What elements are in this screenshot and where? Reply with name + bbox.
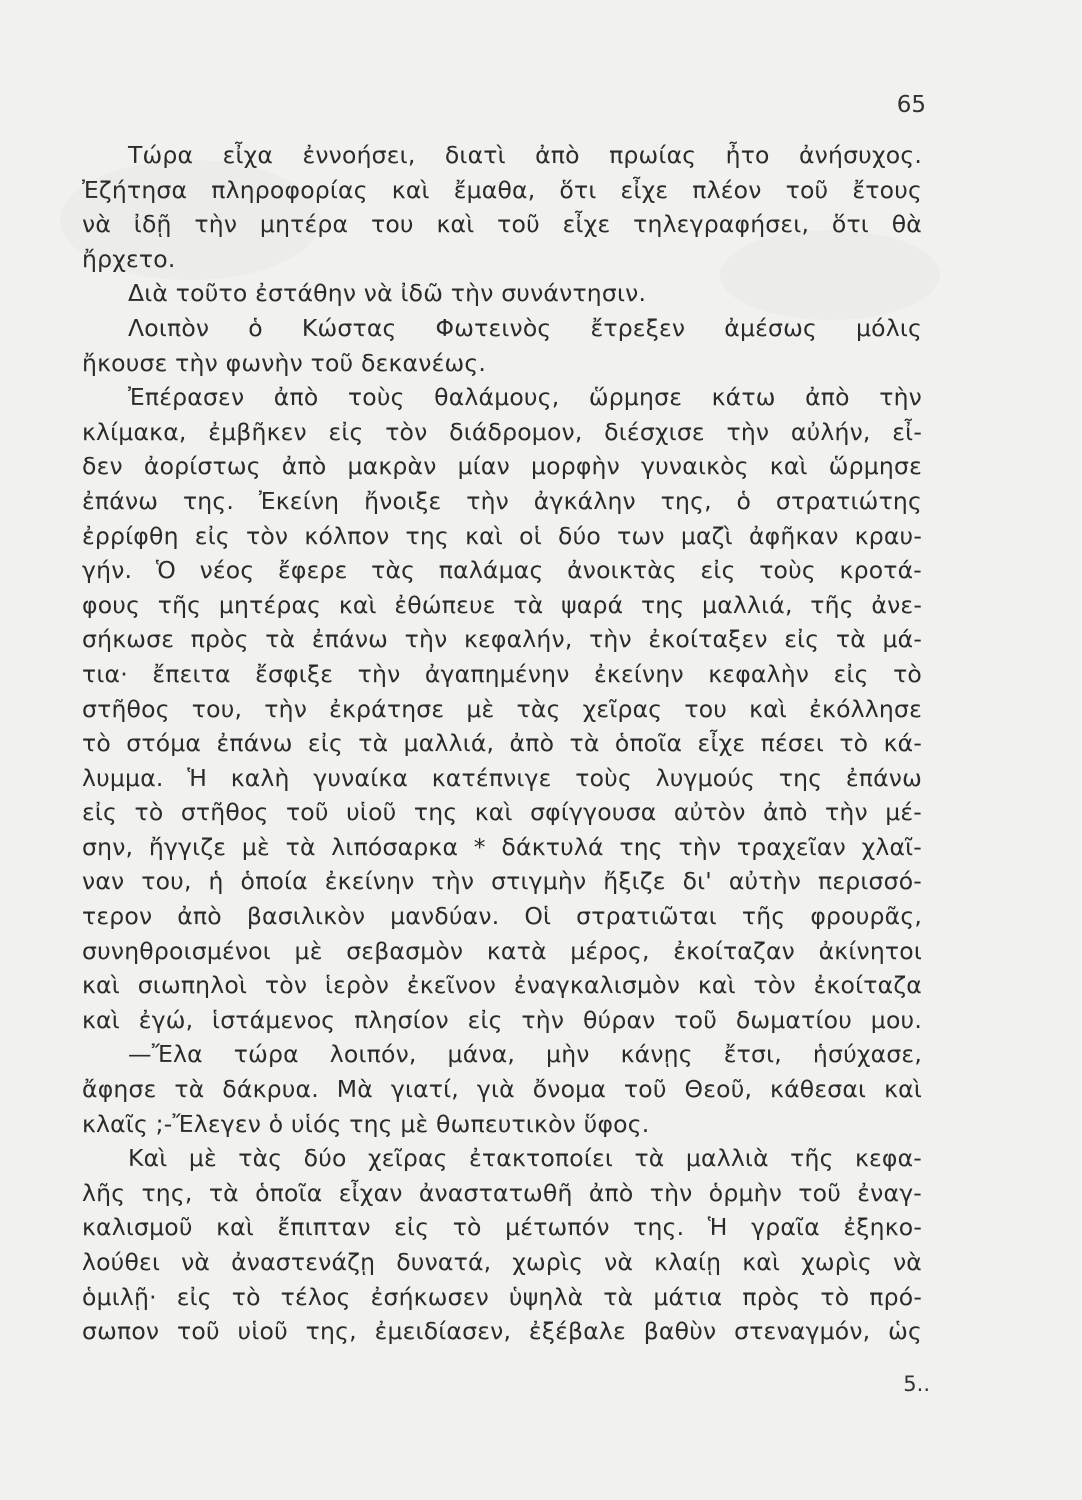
page-number: 65 <box>896 92 926 118</box>
text-line: ἐρρίφθη εἰς τὸν κόλπον της καὶ οἱ δύο των μαζὶ ἀφῆκαν κραυ- <box>82 521 922 550</box>
signature-mark: 5.. <box>903 1372 930 1396</box>
text-line: λῆς της, τὰ ὁποῖα εἶχαν ἀναστατωθῆ ἀπὸ τὴν ὁρμὴν τοῦ ἐναγ- <box>82 1178 922 1207</box>
text-line: Ἐπέρασεν ἀπὸ τοὺς θαλάμους, ὥρμησε κάτω ἀπὸ τὴν <box>128 383 922 412</box>
text-line: Καὶ μὲ τὰς δύο χεῖρας ἐτακτοποίει τὰ μαλλιὰ τῆς κεφα- <box>128 1144 922 1173</box>
text-line: φους τῆς μητέρας καὶ ἐθώπευε τὰ ψαρά της μαλλιά, τῆς ἀνε- <box>82 590 922 619</box>
text-line: ἄφησε τὰ δάκρυα. Μὰ γιατί, γιὰ ὄνομα τοῦ Θεοῦ, κάθεσαι καὶ <box>82 1075 922 1104</box>
body-text <box>82 138 922 1349</box>
text-line: ἐπάνω της. Ἐκείνη ἤνοιξε τὴν ἀγκάλην της, ὁ στρατιώτης <box>82 486 922 515</box>
text-line: τια· ἔπειτα ἔσφιξε τὴν ἀγαπημένην ἐκείνην κεφαλὴν εἰς τὸ <box>82 659 922 688</box>
text-line: σήκωσε πρὸς τὰ ἐπάνω τὴν κεφαλήν, τὴν ἐκοίταξεν εἰς τὰ μά- <box>82 625 922 654</box>
text-line: λυμμα. Ἡ καλὴ γυναίκα κατέπνιγε τοὺς λυγμούς της ἐπάνω <box>82 763 922 792</box>
text-line: νὰ ἰδῇ τὴν μητέρα του καὶ τοῦ εἶχε τηλεγραφήσει, ὅτι θὰ <box>82 210 922 239</box>
text-line: κλίμακα, ἐμβῆκεν εἰς τὸν διάδρομον, διέσχισε τὴν αὐλήν, εἶ- <box>82 417 922 446</box>
text-line: Διὰ τοῦτο ἐστάθην νὰ ἰδῶ τὴν συνάντησιν. <box>128 279 647 308</box>
text-line: σωπον τοῦ υἱοῦ της, ἐμειδίασεν, ἐξέβαλε βαθὺν στεναγμόν, ὡς <box>82 1317 922 1346</box>
text-line: Ἐζήτησα πληροφορίας καὶ ἔμαθα, ὅτι εἶχε πλέον τοῦ ἔτους <box>82 175 922 204</box>
text-line: δεν ἀορίστως ἀπὸ μακρὰν μίαν μορφὴν γυναικὸς καὶ ὥρμησε <box>82 452 922 481</box>
text-line: συνηθροισμένοι μὲ σεβασμὸν κατὰ μέρος, ἐκοίταζαν ἀκίνητοι <box>82 936 922 965</box>
text-line: Λοιπὸν ὁ Κώστας Φωτεινὸς ἔτρεξεν ἀμέσως μόλις <box>128 313 922 342</box>
text-line: κλαῖς ;-Ἔλεγεν ὁ υἱός της μὲ θωπευτικὸν ὕφος. <box>82 1109 650 1138</box>
text-line: —Ἔλα τώρα λοιπόν, μάνα, μὴν κάνῃς ἔτσι, ἡσύχασε, <box>128 1040 922 1069</box>
text-line: καλισμοῦ καὶ ἔπιπταν εἰς τὸ μέτωπόν της. Ἡ γραῖα ἐξηκο- <box>82 1213 922 1242</box>
text-line: καὶ ἐγώ, ἱστάμενος πλησίον εἰς τὴν θύραν τοῦ δωματίου μου. <box>82 1005 922 1034</box>
text-line: ἤρχετο. <box>82 244 176 273</box>
text-line: τερον ἀπὸ βασιλικὸν μανδύαν. Οἱ στρατιῶται τῆς φρουρᾶς, <box>82 902 922 931</box>
text-line: στῆθος του, τὴν ἐκράτησε μὲ τὰς χεῖρας του καὶ ἐκόλλησε <box>82 694 922 723</box>
text-line: σην, ἤγγιζε μὲ τὰ λιπόσαρκα * δάκτυλά της τὴν τραχεῖαν χλαῖ- <box>82 832 922 861</box>
text-line: γήν. Ὁ νέος ἔφερε τὰς παλάμας ἀνοικτὰς εἰς τοὺς κροτά- <box>82 556 922 585</box>
text-line: καὶ σιωπηλοὶ τὸν ἱερὸν ἐκεῖνον ἐναγκαλισμὸν καὶ τὸν ἐκοίταζα <box>82 971 922 1000</box>
text-line: Τώρα εἶχα ἐννοήσει, διατὶ ἀπὸ πρωίας ἦτο ἀνήσυχος. <box>128 141 922 169</box>
text-line: ὁμιλῇ· εἰς τὸ τέλος ἐσήκωσεν ὑψηλὰ τὰ μάτια πρὸς τὸ πρό- <box>82 1282 922 1311</box>
text-line: ἤκουσε τὴν φωνὴν τοῦ δεκανέως. <box>82 348 487 377</box>
text-line: λούθει νὰ ἀναστενάζῃ δυνατά, χωρὶς νὰ κλαίῃ καὶ χωρὶς νὰ <box>82 1248 922 1276</box>
text-line: εἰς τὸ στῆθος τοῦ υἱοῦ της καὶ σφίγγουσα αὐτὸν ἀπὸ τὴν μέ- <box>82 798 922 827</box>
text-line: ναν του, ἡ ὁποία ἐκείνην τὴν στιγμὴν ἤξιζε δι' αὐτὴν περισσό- <box>82 867 922 896</box>
text-line: τὸ στόμα ἐπάνω εἰς τὰ μαλλιά, ἀπὸ τὰ ὁποῖα εἶχε πέσει τὸ κά- <box>82 729 922 758</box>
